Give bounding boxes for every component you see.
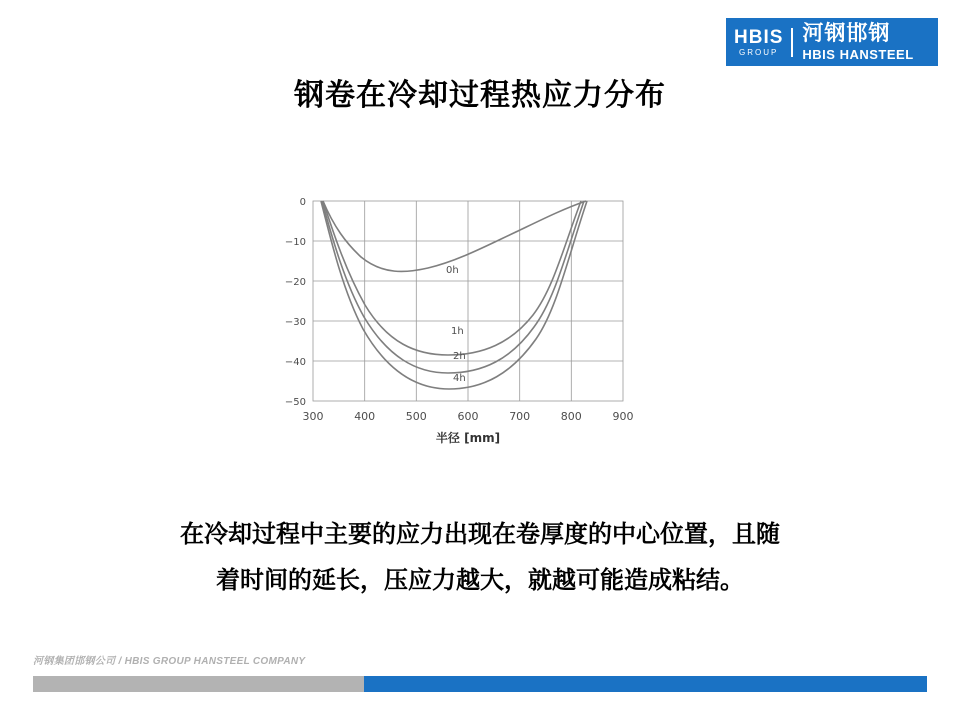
annotation-4h: 4h <box>453 373 466 384</box>
svg-text:0: 0 <box>299 197 306 208</box>
svg-text:300: 300 <box>302 410 324 423</box>
hbis-logo <box>726 18 938 66</box>
logo-name-cn: 河钢邯钢 <box>802 21 891 45</box>
logo-group-text: GROUP <box>739 47 779 57</box>
footer-bar-blue-segment <box>364 676 927 692</box>
svg-text:−30: −30 <box>284 317 306 328</box>
logo-mark <box>734 28 793 57</box>
footer-company-text: 河钢集团邯钢公司 / HBIS GROUP HANSTEEL COMPANY <box>33 656 306 667</box>
svg-text:800: 800 <box>560 410 582 423</box>
svg-text:900: 900 <box>612 410 634 423</box>
chart-x-tick-labels <box>303 410 634 423</box>
logo-hbis-text: HBIS <box>734 26 784 48</box>
chart-y-tick-labels <box>285 197 306 408</box>
logo-name-en: HBIS HANSTEEL <box>802 46 914 62</box>
page-title: 钢卷在冷却过程热应力分布 <box>294 78 666 113</box>
svg-text:−20: −20 <box>284 277 306 288</box>
logo-wordmark <box>802 22 913 62</box>
svg-text:500: 500 <box>405 410 427 423</box>
footer-bar-gray-segment <box>33 676 364 692</box>
svg-text:600: 600 <box>457 410 479 423</box>
chart-svg <box>268 183 668 458</box>
footer-bar <box>33 676 927 692</box>
thermal-stress-chart <box>268 183 668 458</box>
annotation-0h: 0h <box>446 265 459 276</box>
series-0h <box>323 201 586 271</box>
chart-series-annotations <box>446 265 466 384</box>
annotation-2h: 2h <box>453 351 466 362</box>
body-text-line-2: 着时间的延长，压应力越大，就越可能造成粘结。 <box>216 565 744 594</box>
svg-text:−40: −40 <box>284 357 306 368</box>
body-text-line-1: 在冷却过程中主要的应力出现在卷厚度的中心位置，且随 <box>180 520 780 548</box>
svg-text:400: 400 <box>354 410 376 423</box>
svg-text:700: 700 <box>509 410 531 423</box>
body-text <box>120 512 840 603</box>
chart-x-axis-label: 半径 [mm] <box>435 431 501 445</box>
svg-text:−10: −10 <box>284 237 306 248</box>
svg-text:−50: −50 <box>284 397 306 408</box>
series-2h <box>322 201 584 373</box>
annotation-1h: 1h <box>451 326 464 337</box>
